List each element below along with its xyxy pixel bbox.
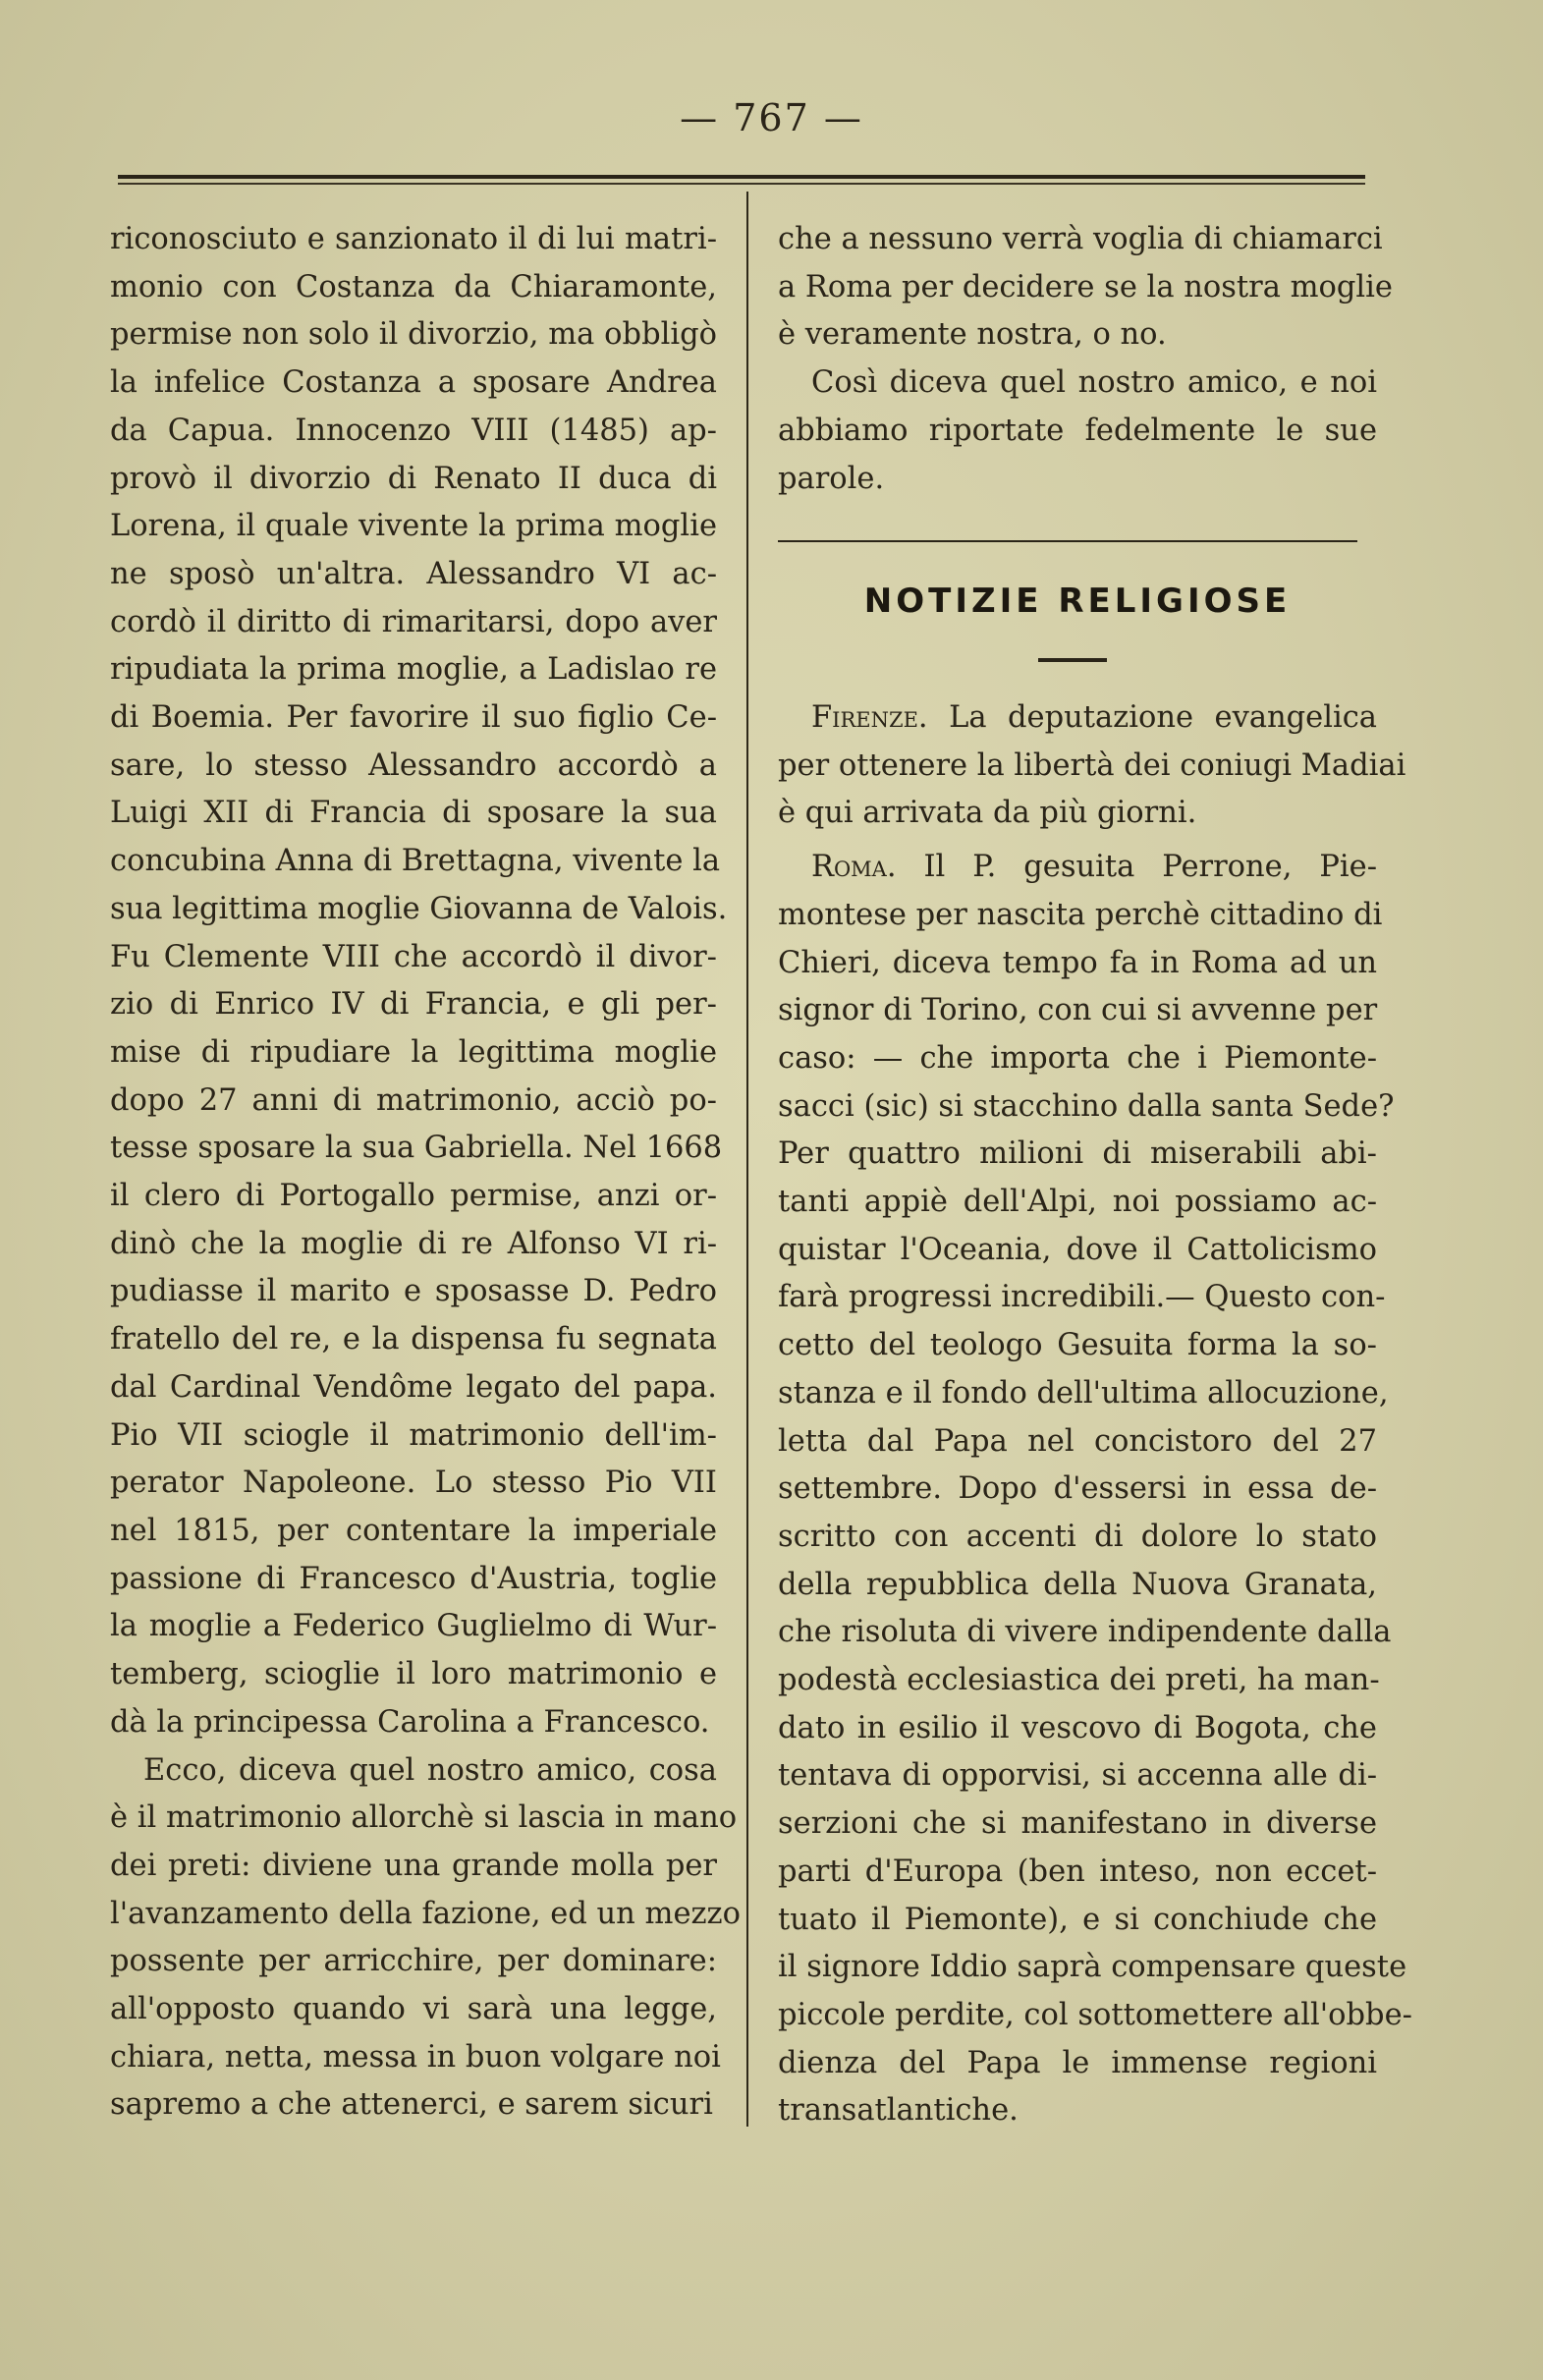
text-line: dato in esilio il vescovo di Bogota, che: [778, 1710, 1377, 1745]
text-line: Lorena, il quale vivente la prima moglie: [110, 509, 717, 544]
text-line: caso: — che importa che i Piemonte-: [778, 1040, 1377, 1076]
text-line: a Roma per decidere se la nostra moglie: [778, 269, 1393, 304]
right-paragraph-2: [778, 360, 1377, 503]
left-column: [110, 216, 741, 2130]
text-line: da Capua. Innocenzo VIII (1485) ap-: [110, 413, 717, 448]
place-name: Roma.: [811, 850, 897, 885]
text-line: Luigi XII di Francia di sposare la sua: [110, 796, 717, 831]
text-line: della repubblica della Nuova Granata,: [778, 1567, 1377, 1602]
text-line: dei preti: diviene una grande molla per: [110, 1848, 717, 1883]
text-line: per ottenere la libertà dei coniugi Madiai: [778, 747, 1406, 783]
page-number: — 767 —: [680, 96, 863, 139]
left-paragraph-1: [110, 216, 728, 1747]
text-line: è qui arrivata da più giorni.: [778, 796, 1197, 831]
text-line: tanti appiè dell'Alpi, noi possiamo ac-: [778, 1185, 1377, 1220]
text-line: parti d'Europa (ben inteso, non eccet-: [778, 1854, 1377, 1889]
text-line: signor di Torino, con cui si avvenne per: [778, 993, 1378, 1028]
text-line: stanza e il fondo dell'ultima allocuzione,: [778, 1375, 1389, 1411]
text-line: podestà ecclesiastica dei preti, ha man-: [778, 1663, 1380, 1698]
left-paragraph-2: [110, 1747, 741, 2131]
text-line: piccole perdite, col sottomettere all'obbe-: [778, 1997, 1412, 2032]
text-line: provò il divorzio di Renato II duca di: [110, 461, 717, 496]
news-column: [778, 694, 1412, 2135]
text-line: il clero di Portogallo permise, anzi or-: [110, 1179, 717, 1214]
right-column: [778, 216, 1393, 503]
text-line: dopo 27 anni di matrimonio, acciò po-: [110, 1082, 717, 1118]
text-line: è il matrimonio allorchè si lascia in mano: [110, 1800, 738, 1836]
text-line: [778, 694, 1377, 743]
text-line: riconosciuto e sanzionato il di lui matri-: [110, 222, 717, 256]
text-line: all'opposto quando vi sarà una legge,: [110, 1992, 717, 2027]
text-line: dienza del Papa le immense regioni: [778, 2045, 1377, 2080]
text-line: monio con Costanza da Chiaramonte,: [110, 269, 717, 304]
text-line: montese per nascita perchè cittadino di: [778, 897, 1383, 932]
roma-paragraph: [778, 844, 1412, 2135]
text-line: passione di Francesco d'Austria, toglie: [110, 1561, 717, 1596]
section-heading: NOTIZIE RELIGIOSE: [863, 581, 1292, 621]
text-line: è veramente nostra, o no.: [778, 317, 1167, 353]
text-line: possente per arricchire, per dominare:: [110, 1944, 717, 1979]
text-line: tentava di opporvisi, si accenna alle di-: [778, 1758, 1377, 1794]
text-line: transatlantiche.: [778, 2093, 1019, 2129]
text-line: sua legittima moglie Giovanna de Valois.: [110, 891, 728, 926]
text-line: settembre. Dopo d'essersi in essa de-: [778, 1471, 1377, 1507]
text-line: pudiasse il marito e sposasse D. Pedro: [110, 1274, 717, 1309]
text-line: il signore Iddio saprà compensare queste: [778, 1950, 1407, 1985]
text-line: che a nessuno verrà voglia di chiamarci: [778, 222, 1383, 256]
header-rule-thin: [118, 183, 1365, 185]
text-line: Per quattro milioni di miserabili abi-: [778, 1136, 1377, 1172]
text-line: l'avanzamento della fazione, ed un mezzo: [110, 1896, 741, 1931]
text-line: mise di ripudiare la legittima moglie: [110, 1034, 717, 1070]
text-line: Ecco, diceva quel nostro amico, cosa: [143, 1752, 717, 1788]
text-line: tuato il Piemonte), e si conchiude che: [778, 1902, 1377, 1937]
text-line: ripudiata la prima moglie, a Ladislao re: [110, 652, 717, 688]
text-line: nel 1815, per contentare la imperiale: [110, 1513, 717, 1548]
firenze-paragraph: [778, 694, 1406, 838]
text-line: tesse sposare la sua Gabriella. Nel 1668: [110, 1131, 723, 1166]
text-line: cetto del teologo Gesuita forma la so-: [778, 1328, 1377, 1363]
text-line: Così diceva quel nostro amico, e noi: [811, 365, 1377, 401]
text-line: temberg, scioglie il loro matrimonio e: [110, 1657, 717, 1692]
text-line: permise non solo il divorzio, ma obbligò: [110, 317, 717, 353]
text-line: dà la principessa Carolina a Francesco.: [110, 1704, 710, 1740]
right-paragraph-1: [778, 216, 1393, 360]
column-divider: [746, 192, 748, 2127]
text-line: chiara, netta, messa in buon volgare noi: [110, 2039, 721, 2075]
text-line: Pio VII sciogle il matrimonio dell'im-: [110, 1417, 717, 1453]
text-line: la moglie a Federico Guglielmo di Wur-: [110, 1609, 717, 1644]
header-rule: [118, 175, 1365, 179]
text-line: ne sposò un'altra. Alessandro VI ac-: [110, 556, 717, 591]
text-line: parole.: [778, 461, 885, 496]
text-line: sare, lo stesso Alessandro accordò a: [110, 747, 717, 783]
text-line: la infelice Costanza a sposare Andrea: [110, 365, 717, 401]
text-line: abbiamo riportate fedelmente le sue: [778, 413, 1377, 448]
text-line: cordò il diritto di rimaritarsi, dopo aver: [110, 604, 717, 639]
text-line: scritto con accenti di dolore lo stato: [778, 1519, 1377, 1554]
text-line: di Boemia. Per favorire il suo figlio Ce-: [110, 700, 717, 736]
text-line: sapremo a che attenerci, e sarem sicuri: [110, 2087, 713, 2123]
text-line: perator Napoleone. Lo stesso Pio VII: [110, 1466, 717, 1501]
heading-dash: [1038, 658, 1107, 662]
section-rule: [778, 540, 1357, 542]
text-line: zio di Enrico IV di Francia, e gli per-: [110, 987, 717, 1023]
text-line-rest: Il P. gesuita Perrone, Pie-: [896, 850, 1377, 885]
text-line: farà progressi incredibili.— Questo con-: [778, 1280, 1386, 1315]
text-line: [778, 844, 1377, 892]
text-line: letta dal Papa nel concistoro del 27: [778, 1423, 1377, 1459]
place-name: Firenze.: [811, 700, 928, 735]
text-line: fratello del re, e la dispensa fu segnata: [110, 1322, 717, 1357]
text-line: quistar l'Oceania, dove il Cattolicismo: [778, 1232, 1377, 1267]
text-line: Chieri, diceva tempo fa in Roma ad un: [778, 945, 1377, 980]
text-line: sacci (sic) si stacchino dalla santa Sede?: [778, 1088, 1395, 1124]
text-line: che risoluta di vivere indipendente dalla: [778, 1615, 1392, 1650]
text-line: serzioni che si manifestano in diverse: [778, 1806, 1377, 1842]
text-line: Fu Clemente VIII che accordò il divor-: [110, 939, 717, 974]
text-line: dinò che la moglie di re Alfonso VI ri-: [110, 1226, 717, 1261]
text-line-rest: La deputazione evangelica: [927, 700, 1377, 735]
text-line: dal Cardinal Vendôme legato del papa.: [110, 1369, 717, 1405]
text-line: concubina Anna di Brettagna, vivente la: [110, 844, 721, 879]
